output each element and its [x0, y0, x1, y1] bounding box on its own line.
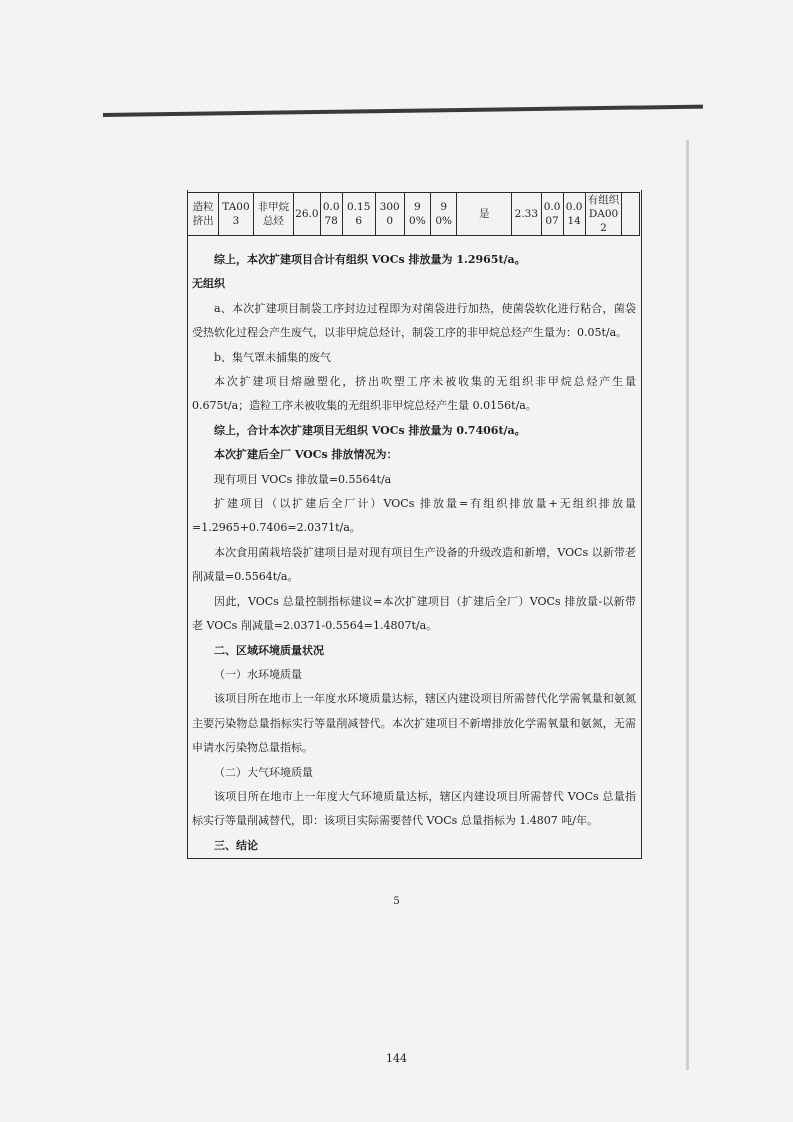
heading-paragraph: 综上，合计本次扩建项目无组织 VOCs 排放量为 0.7406t/a。	[214, 423, 526, 437]
paragraph: （一）水环境质量	[214, 667, 302, 681]
outer-page-number: 144	[386, 1052, 407, 1065]
inner-page-number: 5	[393, 896, 400, 907]
table-cell: TA003	[219, 193, 254, 236]
table-cell-empty	[622, 193, 640, 236]
paragraph: 因此，VOCs 总量控制指标建议=本次扩建项目（扩建后全厂）VOCs 排放量-以新带老 VOCs 削减量=2.0371-0.5564=1.4807t/a。	[192, 594, 636, 633]
table-cell: 3000	[375, 193, 404, 236]
heading-paragraph: 本次扩建后全厂 VOCs 排放情况为：	[214, 448, 398, 462]
paragraph: 扩建项目（以扩建后全厂计）VOCs 排放量=有组织排放量+无组织排放量=1.2965+0.7406=2.0371t/a。	[192, 497, 636, 535]
paragraph: a、本次扩建项目制袋工序封边过程即为对菌袋进行加热，使菌袋软化进行粘合，菌袋受热软化过程会产生废气，以非甲烷总烃计，制袋工序的非甲烷总烃产生量为：0.05t/a。	[192, 301, 636, 340]
table-cell: 有组织DA002	[585, 193, 622, 236]
paragraph: 本次食用菌栽培袋扩建项目是对现有项目生产设备的升级改造和新增，VOCs 以新带老削减量=0.5564t/a。	[192, 545, 636, 584]
paragraph: （二）大气环境质量	[214, 765, 313, 779]
heading-paragraph: 三、结论	[214, 838, 258, 852]
heading-paragraph: 二、区域环境质量状况	[214, 643, 324, 657]
heading-paragraph: 综上，本次扩建项目合计有组织 VOCs 排放量为 1.2965t/a。	[214, 253, 526, 266]
paragraph: b、集气罩未捕集的废气	[214, 350, 332, 364]
table-cell: 0.156	[342, 193, 375, 236]
paragraph: 本次扩建项目熔融塑化，挤出吹塑工序未被收集的无组织非甲烷总烃产生量 0.675t/a；造粒工序未被收集的无组织非甲烷总烃产生量 0.0156t/a。	[192, 375, 636, 413]
emission-table	[187, 192, 640, 236]
heading-paragraph: 无组织	[192, 277, 225, 291]
top-rule	[103, 105, 703, 117]
table-cell: 非甲烷总烃	[253, 193, 293, 236]
table-cell: 0.078	[320, 193, 342, 236]
table-cell: 是	[457, 193, 512, 236]
table-cell: 造粒挤出	[188, 193, 219, 236]
table-row	[188, 193, 640, 236]
paragraph: 该项目所在地市上一年度大气环境质量达标，辖区内建设项目所需替代 VOCs 总量指标实行等量削减替代，即：该项目实际需要替代 VOCs 总量指标为 1.4807 吨/年。	[192, 789, 636, 828]
table-cell: 0.007	[541, 193, 563, 236]
paragraph: 现有项目 VOCs 排放量=0.5564t/a	[214, 472, 392, 486]
table-cell: 90%	[431, 193, 457, 236]
scan-edge	[686, 140, 689, 1070]
table-cell: 26.0	[294, 193, 321, 236]
paragraph: 该项目所在地市上一年度水环境质量达标，辖区内建设项目所需替代化学需氧量和氨氮主要污染物总量指标实行等量削减替代。本次扩建项目不新增排放化学需氧量和氨氮，无需申请水污染物总量指标。	[192, 692, 636, 755]
table-cell: 2.33	[512, 193, 541, 236]
table-cell: 0.014	[563, 193, 585, 236]
table-cell: 90%	[404, 193, 430, 236]
body-text	[192, 248, 636, 858]
